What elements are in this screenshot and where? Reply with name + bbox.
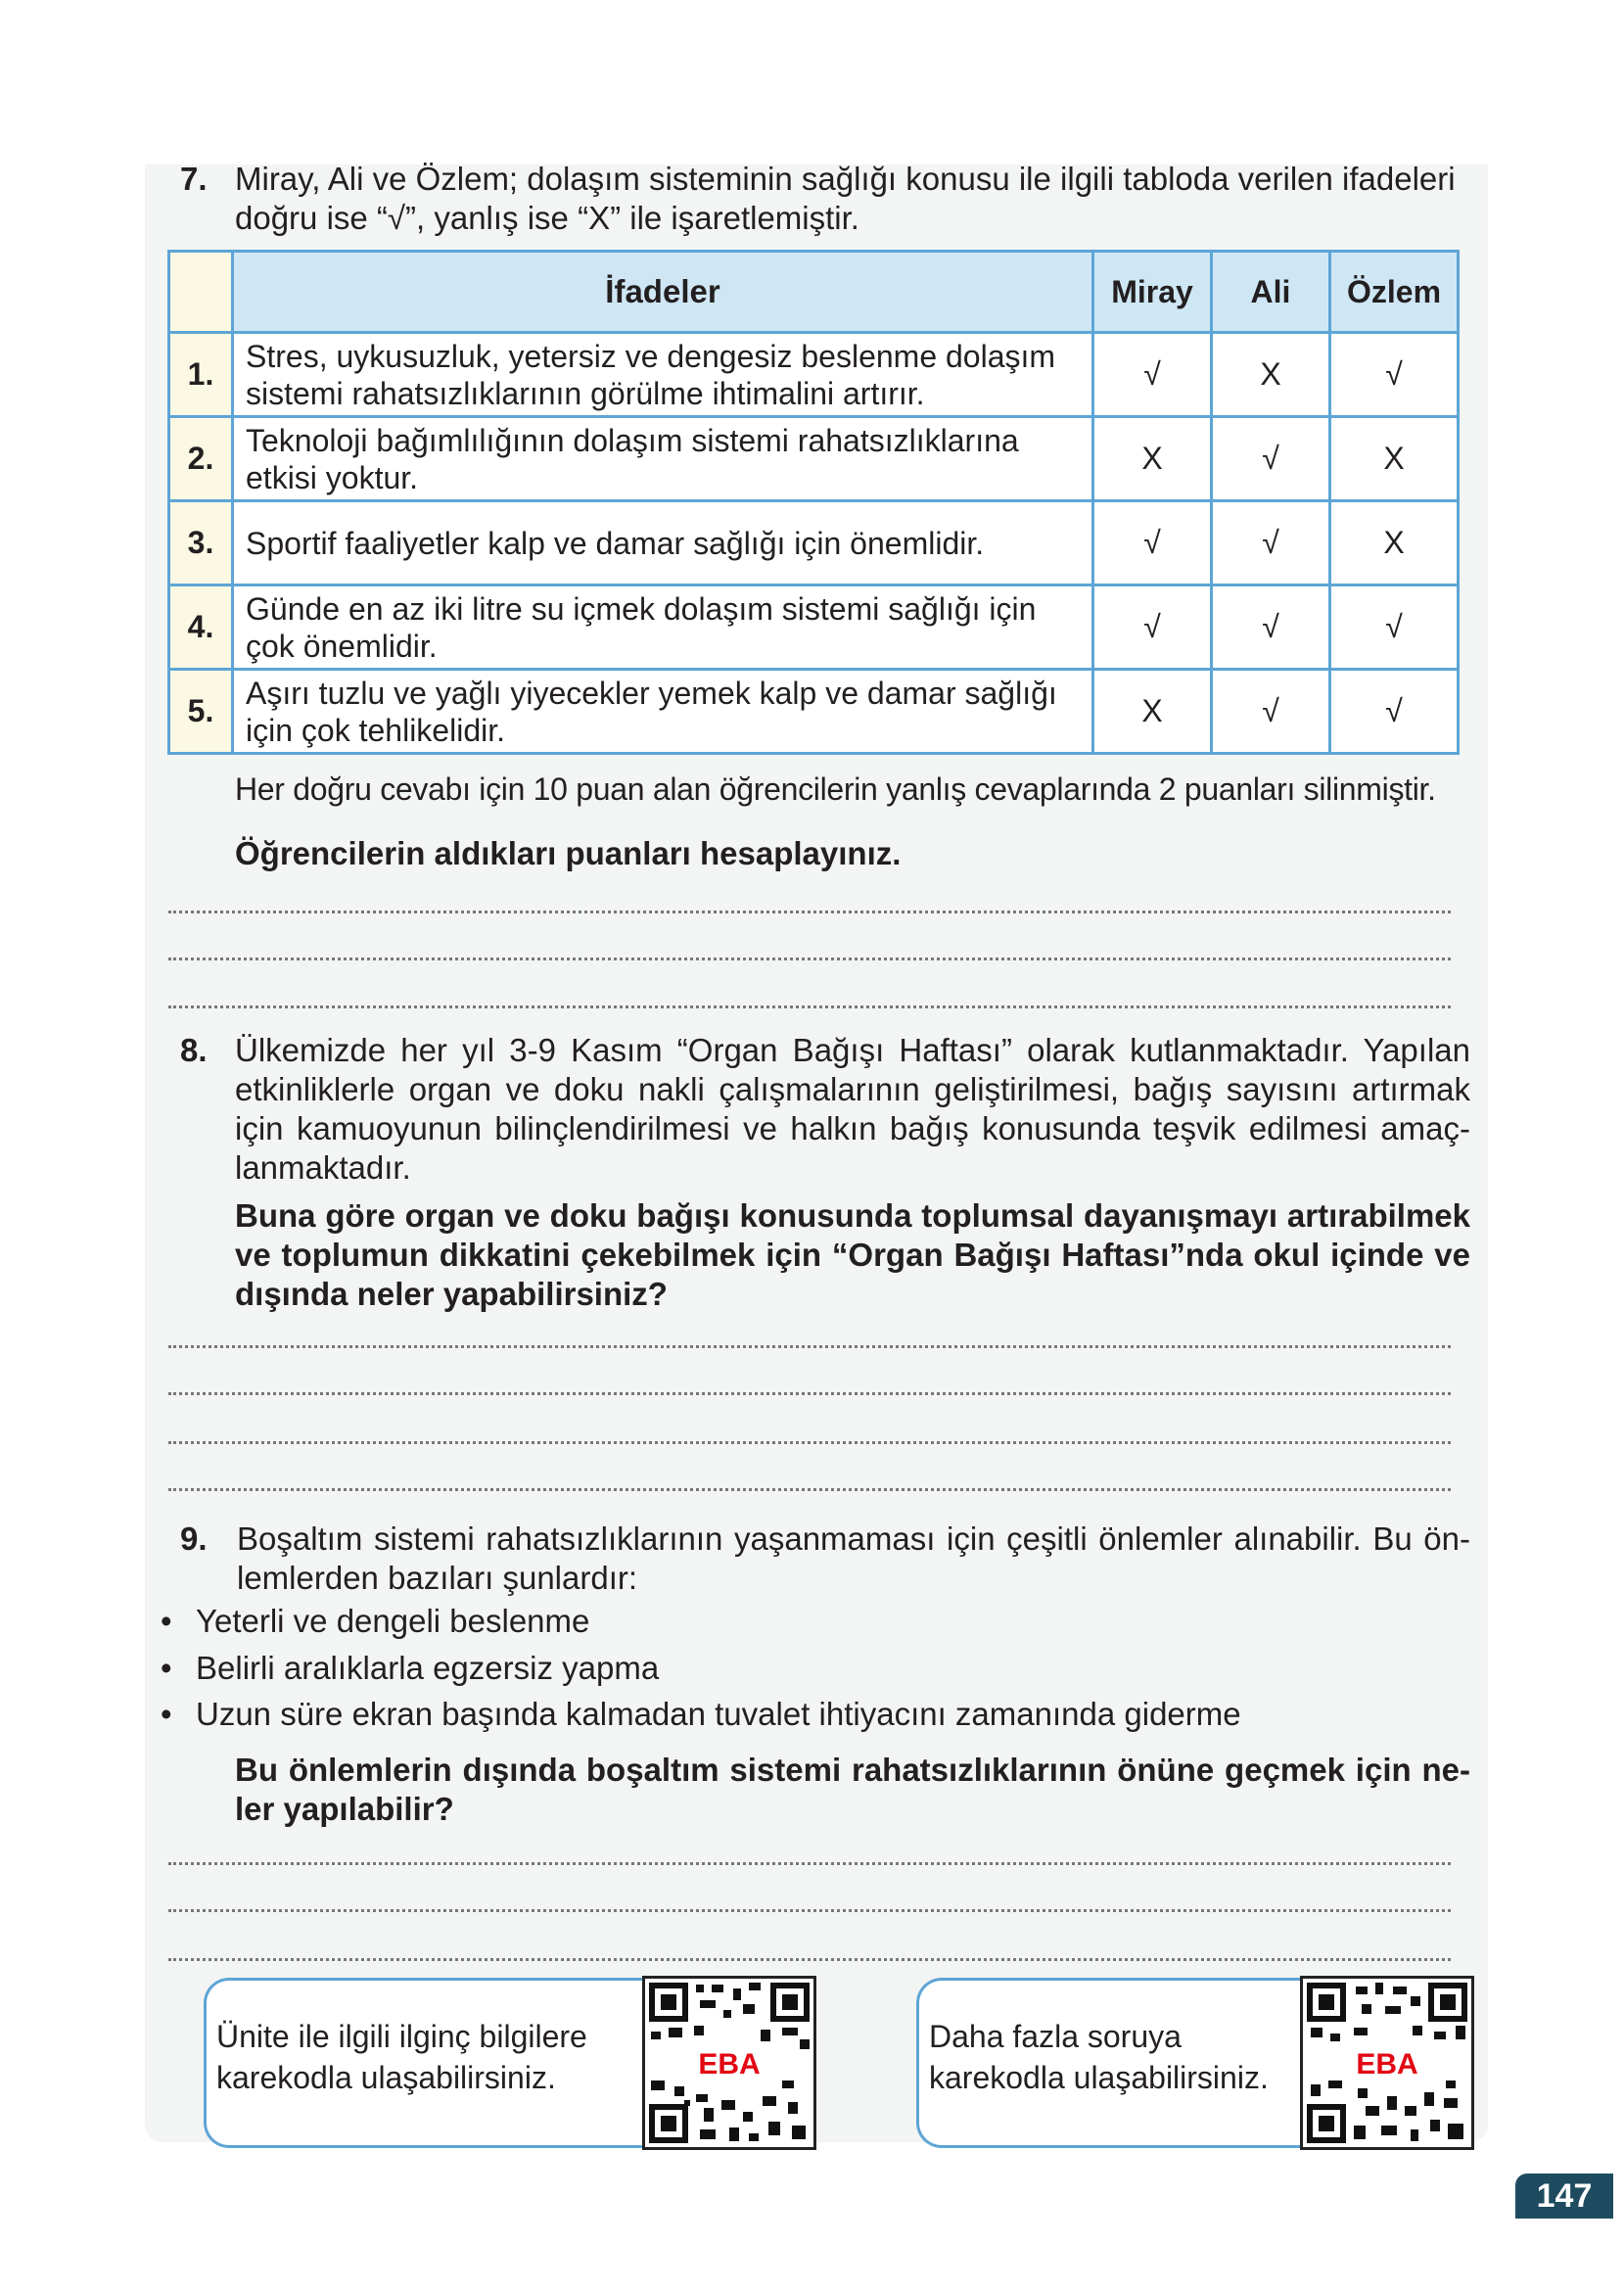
eba-logo: EBA: [698, 2048, 761, 2081]
bullet-item: • Belirli aralıklarla egzersiz yapma: [196, 1649, 659, 1688]
mark-ozlem: X: [1330, 417, 1459, 501]
row-statement: Aşırı tuzlu ve yağlı yiyecekler yemek kalp ve damar sağlığı için çok tehlikelidir.: [233, 670, 1093, 754]
bullet-item: • Yeterli ve dengeli beslenme: [196, 1602, 589, 1641]
row-number: 1.: [169, 333, 233, 417]
row-statement: Stres, uykusuzluk, yetersiz ve dengesiz beslenme dolaşım sistemi rahatsızlıklarının görülme ihtimalini artırır.: [233, 333, 1093, 417]
mark-miray: √: [1093, 585, 1212, 670]
question-7-number: 7.: [180, 161, 208, 197]
qr-code-graphic: [645, 1979, 813, 2147]
answer-line[interactable]: [168, 958, 1451, 960]
qr-code[interactable]: [642, 1976, 816, 2150]
table-row: [169, 333, 1459, 417]
answer-line[interactable]: [168, 1488, 1451, 1491]
mark-ali: √: [1212, 670, 1330, 754]
question-7-intro: [235, 160, 1468, 238]
question-9-text: Boşaltım sistemi rahatsızlıklarının yaşanmaması için çeşitli önlemler alınabilir. Bu ön-lemlerden bazıları şunlardır:: [237, 1520, 1470, 1596]
mark-ozlem: √: [1330, 333, 1459, 417]
card-text-line1: Daha fazla soruya: [929, 2019, 1182, 2054]
card-text-line1: Ünite ile ilgili ilginç bilgilere: [216, 2019, 587, 2054]
mark-ali: √: [1212, 417, 1330, 501]
header-ozlem: Özlem: [1330, 252, 1459, 333]
eba-logo: EBA: [1356, 2048, 1418, 2081]
question-8-number: 8.: [180, 1032, 208, 1068]
header-miray: Miray: [1093, 252, 1212, 333]
card-text-line2: karekodla ulaşabilirsiniz.: [929, 2060, 1269, 2095]
question-8-text: Ülkemizde her yıl 3-9 Kasım “Organ Bağışı Haftası” olarak kutlanmaktadır. Yapılan etkinliklerle organ ve doku nakli çalışmalarının geliştirilmesi, bağış sayısını artırmak için kamuoyunun bilinçlendirilmesi ve halkın bağış konusunda teşvik edilmesi amaç-lanmaktadır.: [235, 1032, 1470, 1186]
page-number: 147: [1515, 2174, 1613, 2219]
question-7-note: Her doğru cevabı için 10 puan alan öğrencilerin yanlış cevaplarında 2 puanları silinmiştir.: [235, 771, 1436, 807]
table-row: [169, 670, 1459, 754]
qr-code-graphic: [1303, 1979, 1471, 2147]
mark-miray: X: [1093, 417, 1212, 501]
card-text-line2: karekodla ulaşabilirsiniz.: [216, 2060, 556, 2095]
question-8-prompt: Buna göre organ ve doku bağışı konusunda toplumsal dayanışmayı artırabilmek ve toplumun dikkatini çekebilmek için “Organ Bağışı Haftası”nda okul içinde ve dışında neler yapabilirsiniz?: [235, 1197, 1470, 1312]
answer-line[interactable]: [168, 1345, 1451, 1348]
row-number: 2.: [169, 417, 233, 501]
answer-line[interactable]: [168, 1958, 1451, 1961]
bullet-item: • Uzun süre ekran başında kalmadan tuvalet ihtiyacını zamanında giderme: [196, 1695, 1241, 1734]
info-card-interesting-facts: [204, 1978, 645, 2148]
answer-line[interactable]: [168, 1441, 1451, 1444]
answer-line[interactable]: [168, 911, 1451, 913]
table-row: [169, 501, 1459, 585]
table-corner-cell: [169, 252, 233, 333]
mark-ozlem: √: [1330, 585, 1459, 670]
question-9-number: 9.: [180, 1520, 208, 1557]
mark-ali: √: [1212, 501, 1330, 585]
mark-miray: √: [1093, 333, 1212, 417]
mark-ali: X: [1212, 333, 1330, 417]
answer-line[interactable]: [168, 1392, 1451, 1395]
mark-miray: X: [1093, 670, 1212, 754]
question-7-intro-line1: Miray, Ali ve Özlem; dolaşım sisteminin sağlığı konusu ile ilgili tabloda verilen ifadeleri: [235, 161, 1456, 197]
header-statements: İfadeler: [233, 252, 1093, 333]
row-statement: Teknoloji bağımlılığının dolaşım sistemi rahatsızlıklarına etkisi yoktur.: [233, 417, 1093, 501]
table-row: [169, 417, 1459, 501]
question-7-prompt: Öğrencilerin aldıkları puanları hesaplayınız.: [235, 835, 902, 871]
mark-ozlem: √: [1330, 670, 1459, 754]
info-card-more-questions: [916, 1978, 1303, 2148]
statements-table: [167, 250, 1460, 755]
qr-code[interactable]: [1300, 1976, 1474, 2150]
card-text: [929, 2016, 1269, 2098]
row-statement: Günde en az iki litre su içmek dolaşım sistemi sağlığı için çok önemlidir.: [233, 585, 1093, 670]
question-7-intro-line2: doğru ise “√”, yanlış ise “X” ile işaretlemiştir.: [235, 200, 859, 236]
mark-ozlem: X: [1330, 501, 1459, 585]
answer-line[interactable]: [168, 1862, 1451, 1865]
row-number: 3.: [169, 501, 233, 585]
row-statement: Sportif faaliyetler kalp ve damar sağlığı için önemlidir.: [233, 501, 1093, 585]
answer-line[interactable]: [168, 1005, 1451, 1008]
mark-ali: √: [1212, 585, 1330, 670]
question-9-prompt: Bu önlemlerin dışında boşaltım sistemi rahatsızlıklarının önüne geçmek için ne-ler yapılabilir?: [235, 1752, 1470, 1827]
row-number: 5.: [169, 670, 233, 754]
table-row: [169, 585, 1459, 670]
mark-miray: √: [1093, 501, 1212, 585]
card-text: [216, 2016, 587, 2098]
answer-line[interactable]: [168, 1909, 1451, 1912]
row-number: 4.: [169, 585, 233, 670]
header-ali: Ali: [1212, 252, 1330, 333]
